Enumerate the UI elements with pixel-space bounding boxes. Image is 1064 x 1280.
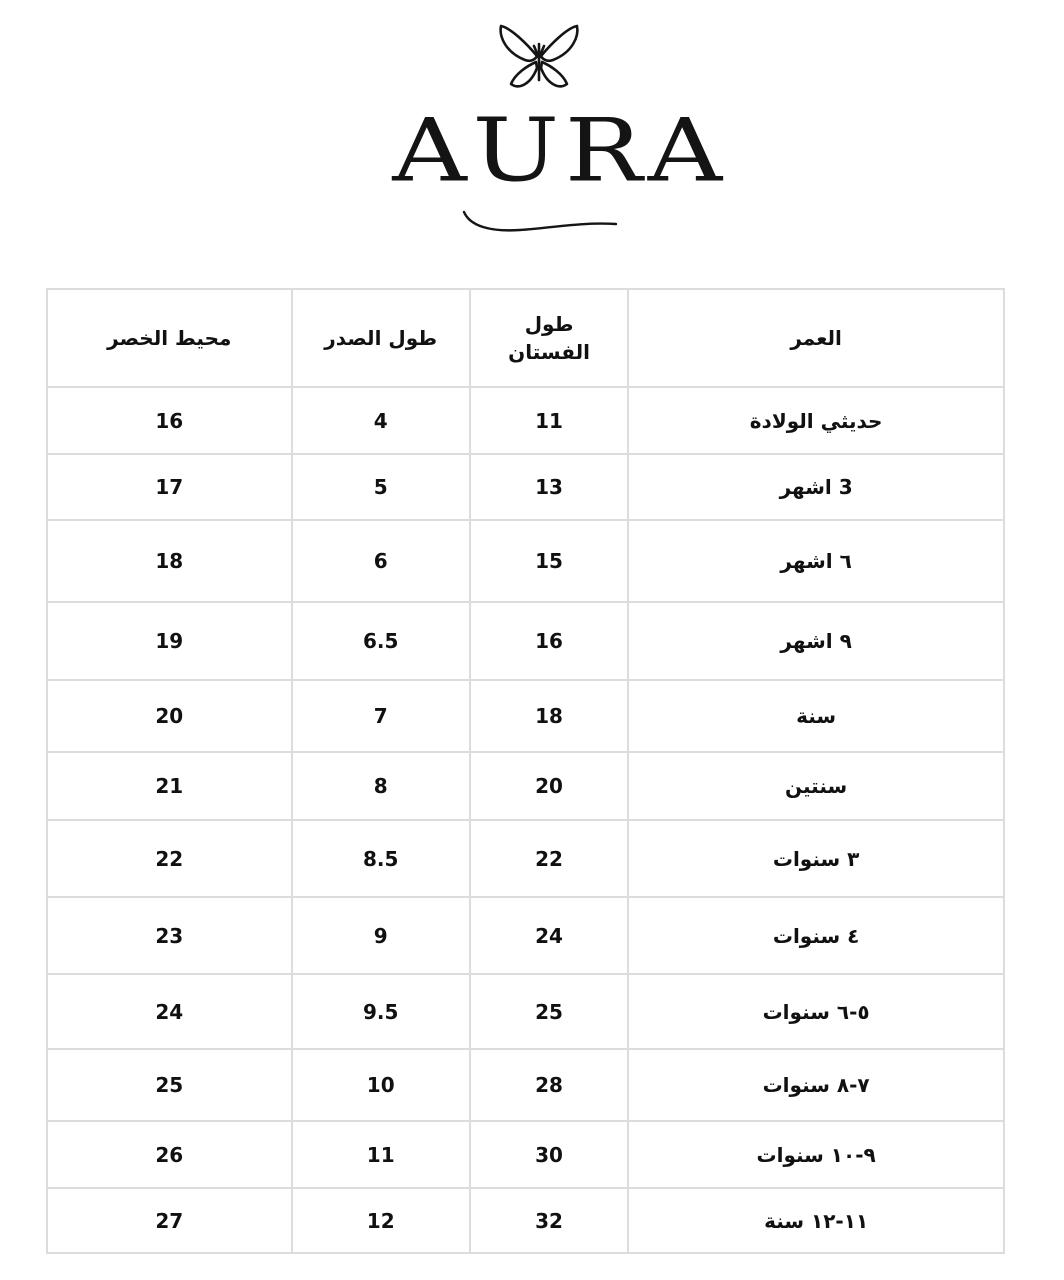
age-cell: حديثي الولادة	[628, 387, 1004, 454]
dress-length-cell: 16	[470, 602, 628, 680]
table-row	[47, 1121, 1004, 1188]
table-header-row	[47, 289, 1004, 387]
header-waist-circumference: محيط الخصر	[47, 289, 292, 387]
waist-cell: 17	[47, 454, 292, 520]
header-dress-length-line2: الفستان	[508, 340, 590, 364]
age-cell: سنة	[628, 680, 1004, 752]
age-cell: سنتين	[628, 752, 1004, 820]
waist-cell: 18	[47, 520, 292, 602]
table-row	[47, 520, 1004, 602]
butterfly-icon	[497, 22, 581, 94]
table-row	[47, 680, 1004, 752]
age-cell: ٩ اشهر	[628, 602, 1004, 680]
chest-length-cell: 10	[292, 1049, 470, 1121]
chest-length-cell: 8.5	[292, 820, 470, 897]
table-row	[47, 602, 1004, 680]
dress-length-cell: 22	[470, 820, 628, 897]
age-cell: ٣ سنوات	[628, 820, 1004, 897]
size-chart-table	[46, 288, 1005, 1254]
waist-cell: 22	[47, 820, 292, 897]
age-cell: ٧-٨ سنوات	[628, 1049, 1004, 1121]
table-row	[47, 1049, 1004, 1121]
waist-cell: 23	[47, 897, 292, 974]
table-row	[47, 1188, 1004, 1253]
waist-cell: 16	[47, 387, 292, 454]
dress-length-cell: 18	[470, 680, 628, 752]
dress-length-cell: 30	[470, 1121, 628, 1188]
age-cell: ٦ اشهر	[628, 520, 1004, 602]
waist-cell: 20	[47, 680, 292, 752]
table-row	[47, 897, 1004, 974]
chest-length-cell: 8	[292, 752, 470, 820]
chest-length-cell: 12	[292, 1188, 470, 1253]
dress-length-cell: 13	[470, 454, 628, 520]
dress-length-cell: 25	[470, 974, 628, 1049]
age-cell: ١١-١٢ سنة	[628, 1188, 1004, 1253]
chest-length-cell: 6.5	[292, 602, 470, 680]
table-row	[47, 974, 1004, 1049]
table-row	[47, 454, 1004, 520]
waist-cell: 26	[47, 1121, 292, 1188]
dress-length-cell: 11	[470, 387, 628, 454]
chest-length-cell: 5	[292, 454, 470, 520]
age-cell: ٥-٦ سنوات	[628, 974, 1004, 1049]
dress-length-cell: 15	[470, 520, 628, 602]
wordmark-swash	[440, 210, 640, 240]
chest-length-cell: 4	[292, 387, 470, 454]
header-dress-length	[470, 289, 628, 387]
waist-cell: 24	[47, 974, 292, 1049]
age-cell: 3 اشهر	[628, 454, 1004, 520]
brand-wordmark: AURA	[392, 100, 728, 202]
waist-cell: 27	[47, 1188, 292, 1253]
chest-length-cell: 9	[292, 897, 470, 974]
dress-length-cell: 32	[470, 1188, 628, 1253]
dress-length-cell: 28	[470, 1049, 628, 1121]
age-cell: ٩-١٠ سنوات	[628, 1121, 1004, 1188]
table-row	[47, 820, 1004, 897]
table-row	[47, 387, 1004, 454]
chest-length-cell: 9.5	[292, 974, 470, 1049]
dress-length-cell: 24	[470, 897, 628, 974]
brand-logo	[0, 14, 1064, 244]
chest-length-cell: 11	[292, 1121, 470, 1188]
table-row	[47, 752, 1004, 820]
chest-length-cell: 6	[292, 520, 470, 602]
header-chest-length: طول الصدر	[292, 289, 470, 387]
waist-cell: 25	[47, 1049, 292, 1121]
waist-cell: 21	[47, 752, 292, 820]
header-age: العمر	[628, 289, 1004, 387]
waist-cell: 19	[47, 602, 292, 680]
chest-length-cell: 7	[292, 680, 470, 752]
age-cell: ٤ سنوات	[628, 897, 1004, 974]
header-dress-length-line1: طول	[524, 312, 574, 336]
dress-length-cell: 20	[470, 752, 628, 820]
